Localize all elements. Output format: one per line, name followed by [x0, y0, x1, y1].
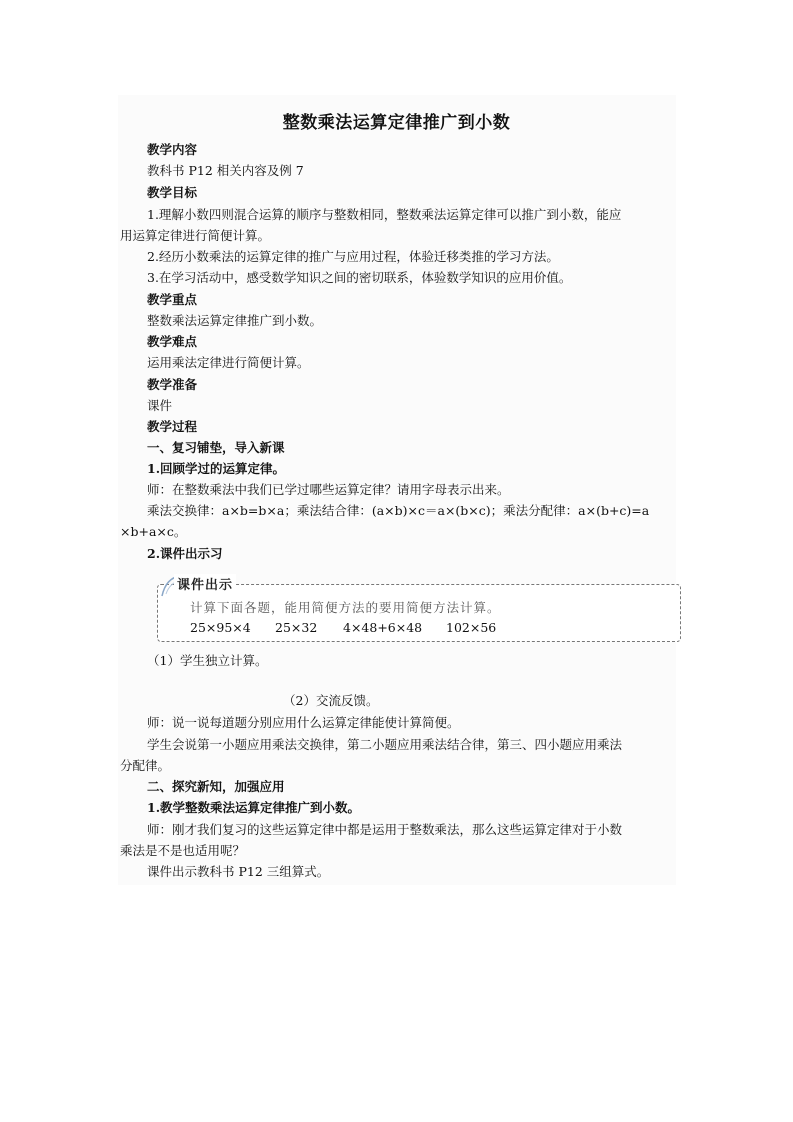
- exercise-item: 4×48+6×48: [343, 620, 423, 635]
- key-text: 整数乘法运算定律推广到小数。: [147, 313, 323, 328]
- difficulty-heading: 教学难点: [147, 334, 198, 349]
- teacher-question-1: 师：在整数乘法中我们已学过哪些运算定律？请用字母表示出来。: [147, 482, 510, 497]
- section-2-heading: 二、探究新知，加强应用: [147, 779, 285, 794]
- content-text: 教科书 P12 相关内容及例 7: [147, 163, 304, 178]
- key-heading: 教学重点: [147, 292, 198, 307]
- process-heading: 教学过程: [147, 419, 198, 434]
- teacher-question-3-line-1: 师：刚才我们复习的这些运算定律中都是运用于整数乘法，那么这些运算定律对于小数: [147, 822, 623, 837]
- step-3-heading: 1.教学整数乘法运算定律推广到小数。: [147, 800, 361, 815]
- exercise-item: 25×32: [275, 620, 318, 635]
- laws-line-1: 乘法交换律：a×b=b×a；乘法结合律：(a×b)×c＝a×(b×c)；乘法分配律：a×(b+c)=a: [147, 503, 650, 518]
- student-answer-line-2: 分配律。: [120, 758, 171, 773]
- step-1-heading: 1.回顾学过的运算定律。: [147, 461, 286, 476]
- teacher-question-3-line-2: 乘法是不是也适用呢？: [120, 843, 246, 858]
- goal-1-line-2: 用运算定律进行简便计算。: [120, 228, 271, 243]
- exercise-item: 25×95×4: [190, 620, 251, 635]
- exercise-item: 102×56: [446, 620, 497, 635]
- goals-heading: 教学目标: [147, 185, 198, 200]
- teacher-question-2: 师：说一说每道题分别应用什么运算定律能使计算简便。: [147, 715, 460, 730]
- goal-1-line-1: 1.理解小数四则混合运算的顺序与整数相同，整数乘法运算定律可以推广到小数，能应: [147, 207, 622, 222]
- content-heading: 教学内容: [147, 142, 198, 157]
- step-2-heading: 2.课件出示习: [147, 546, 223, 561]
- exercise-instruction: 计算下面各题，能用简便方法的要用简便方法计算。: [190, 600, 501, 615]
- goal-3: 3.在学习活动中，感受数学知识之间的密切联系，体验数学知识的应用价值。: [147, 270, 572, 285]
- document-title: 整数乘法运算定律推广到小数: [282, 113, 511, 133]
- laws-line-2: ×b+a×c。: [120, 524, 187, 539]
- section-1-heading: 一、复习铺垫，导入新课: [147, 440, 285, 455]
- sub-step-1: （1）学生独立计算。: [147, 653, 268, 668]
- courseware-label: 课件出示: [174, 574, 236, 593]
- prep-heading: 教学准备: [147, 377, 198, 392]
- difficulty-text: 运用乘法定律进行简便计算。: [147, 355, 310, 370]
- prep-text: 课件: [147, 398, 173, 413]
- student-answer-line-1: 学生会说第一小题应用乘法交换律，第二小题应用乘法结合律，第三、四小题应用乘法: [147, 737, 623, 752]
- goal-2: 2.经历小数乘法的运算定律的推广与应用过程，体验迁移类推的学习方法。: [147, 249, 559, 264]
- last-line: 课件出示教科书 P12 三组算式。: [147, 864, 330, 879]
- sub-step-2: （2）交流反馈。: [283, 693, 379, 708]
